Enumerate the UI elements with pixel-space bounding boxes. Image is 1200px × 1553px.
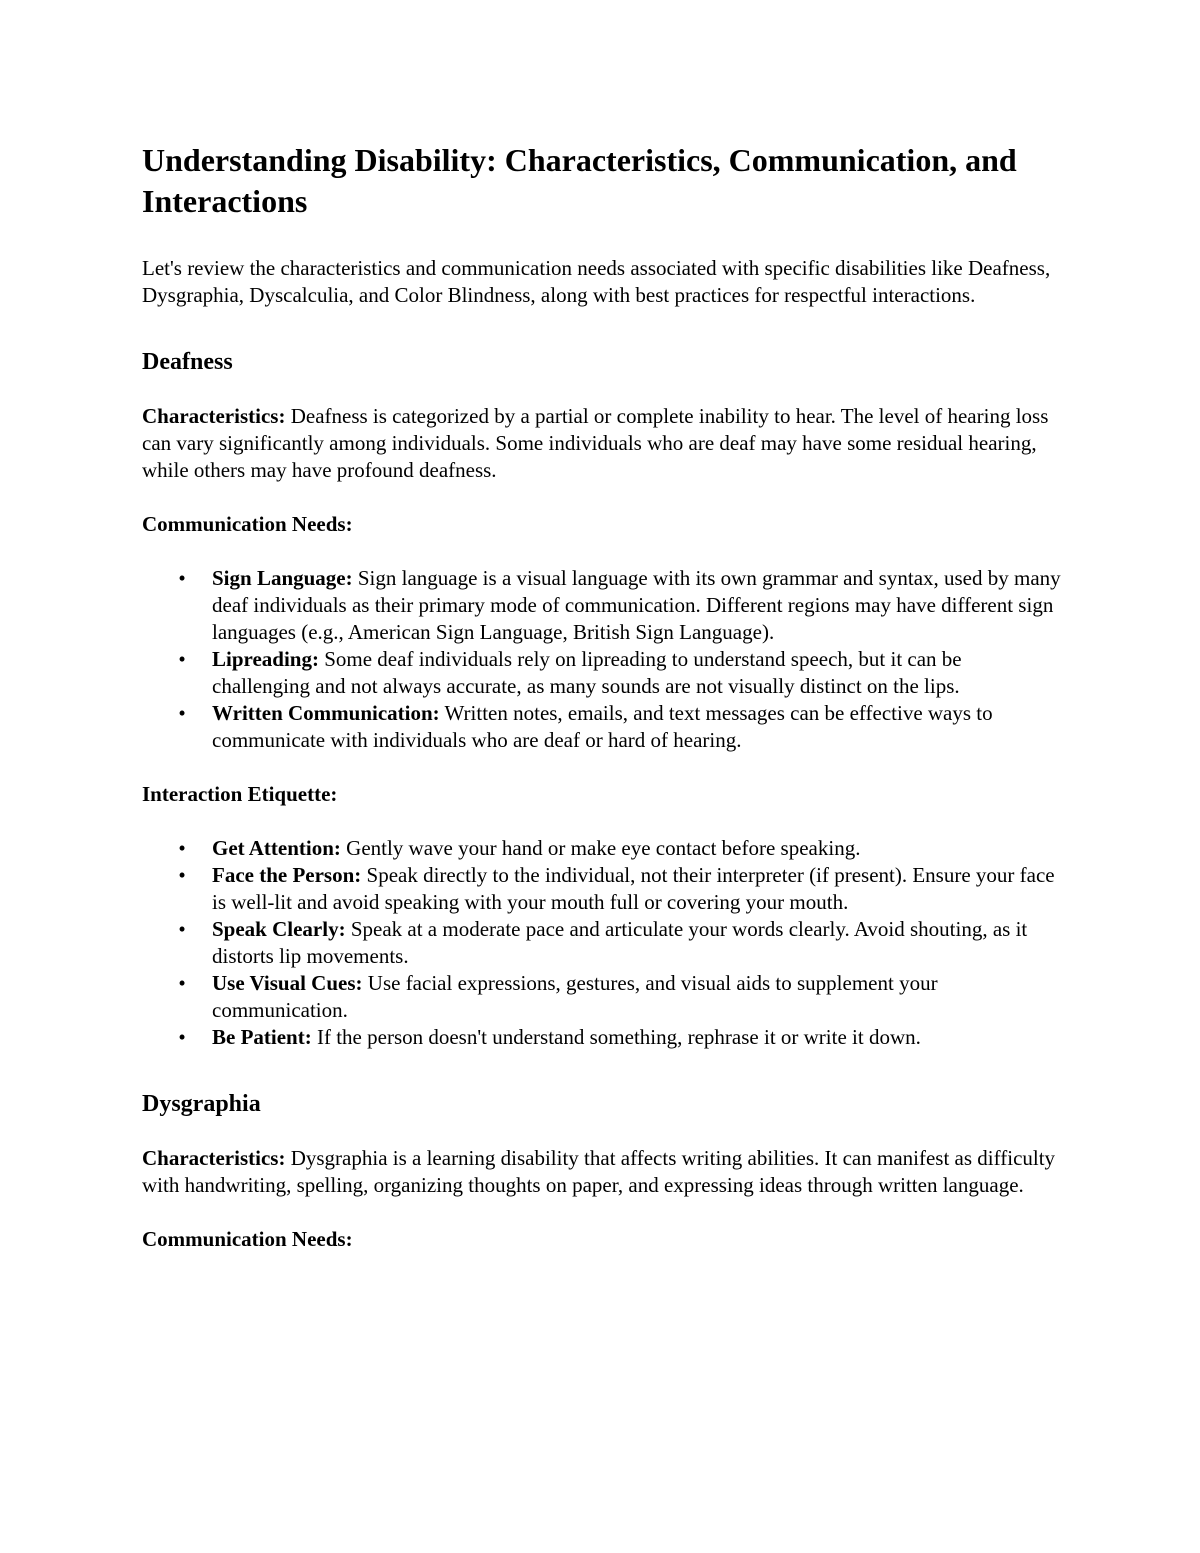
list-item-label: Use Visual Cues: [212,971,363,995]
list-item [142,970,1062,1024]
dysgraphia-characteristics [142,1145,1062,1199]
bullet-icon: • [178,971,186,995]
characteristics-label: Characteristics: [142,1146,286,1170]
list-item-text: Written notes, emails, and text messages can be effective ways to communicate with individuals who are deaf or hard of hearing. [212,701,993,752]
list-item-text: Use facial expressions, gestures, and visual aids to supplement your communication. [212,971,938,1022]
bullet-icon: • [178,701,186,725]
list-item [142,862,1062,916]
intro-paragraph: Let's review the characteristics and communication needs associated with specific disabilities like Deafness, Dysgraphia, Dyscalculia, and Color Blindness, along with best practices for respectful interactions. [142,256,1051,307]
list-item [142,700,1062,754]
section-heading-dysgraphia: Dysgraphia [142,1091,261,1117]
deafness-characteristics [142,403,1062,484]
list-item-text: Some deaf individuals rely on lipreading to understand speech, but it can be challenging and not always accurate, as many sounds are not visually distinct on the lips. [212,647,962,698]
list-item-label: Be Patient: [212,1025,312,1049]
bullet-icon: • [178,1025,186,1049]
list-item [142,916,1062,970]
list-item-label: Sign Language: [212,566,353,590]
bullet-icon: • [178,917,186,941]
characteristics-text: Deafness is categorized by a partial or complete inability to hear. The level of hearing loss can vary significantly among individuals. Some individuals who are deaf may have some residual hearing, while others may have profound deafness. [142,404,1049,482]
characteristics-text: Dysgraphia is a learning disability that affects writing abilities. It can manifest as difficulty with handwriting, spelling, organizing thoughts on paper, and expressing ideas through written language. [142,1146,1056,1197]
list-item-text: Sign language is a visual language with its own grammar and syntax, used by many deaf individuals as their primary mode of communication. Different regions may have different sign languages (e.g., American Sign Language, British Sign Language). [212,566,1061,644]
list-item [142,1024,1062,1051]
bullet-icon: • [178,647,186,671]
list-item-text: Speak directly to the individual, not their interpreter (if present). Ensure your face is well-lit and avoid speaking with your mouth full or covering your mouth. [212,863,1055,914]
list-item [142,565,1062,646]
list-item-label: Speak Clearly: [212,917,346,941]
communication-needs-label: Communication Needs: [142,512,353,536]
deafness-etiquette-list [142,835,1062,1051]
characteristics-label: Characteristics: [142,404,286,428]
list-item [142,835,1062,862]
list-item-text: Gently wave your hand or make eye contact before speaking. [340,836,861,860]
communication-needs-label: Communication Needs: [142,1227,353,1251]
page-title: Understanding Disability: Characteristics, Communication, and Interactions [142,142,1017,219]
bullet-icon: • [178,566,186,590]
list-item-label: Face the Person: [212,863,362,887]
section-heading-deafness: Deafness [142,349,233,375]
list-item-text: If the person doesn't understand something, rephrase it or write it down. [311,1025,921,1049]
list-item-label: Written Communication: [212,701,440,725]
interaction-etiquette-label: Interaction Etiquette: [142,782,338,806]
document-page [142,140,1062,1280]
bullet-icon: • [178,863,186,887]
list-item-text: Speak at a moderate pace and articulate your words clearly. Avoid shouting, as it distorts lip movements. [212,917,1028,968]
list-item [142,646,1062,700]
list-item-label: Get Attention: [212,836,341,860]
section-spacer [142,1078,1062,1089]
deafness-communication-list [142,565,1062,754]
bullet-icon: • [178,836,186,860]
list-item-label: Lipreading: [212,647,319,671]
